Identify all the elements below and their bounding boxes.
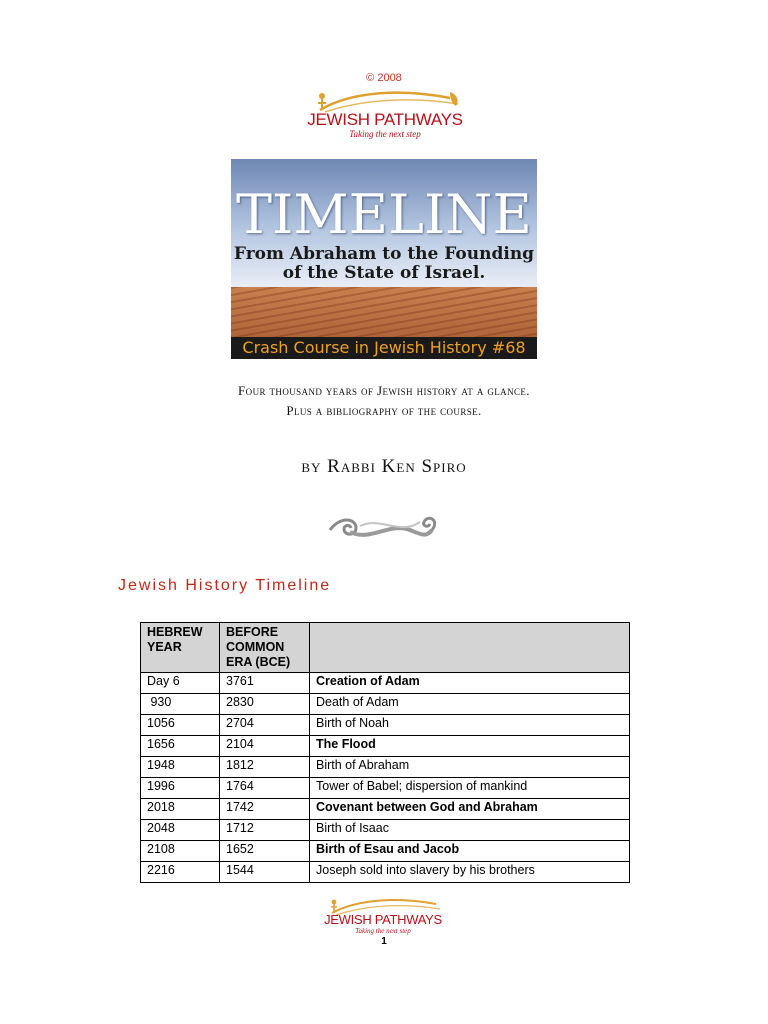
timeline-banner [231, 159, 537, 359]
section-title: Jewish History Timeline [118, 577, 332, 594]
cell-hebrew-year: Day 6 [141, 673, 220, 694]
logo-name: JEWISH PATHWAYS [307, 110, 463, 129]
cell-event: Birth of Esau and Jacob [310, 841, 630, 862]
cell-bce-year: 1544 [220, 862, 310, 883]
cell-event: Covenant between God and Abraham [310, 799, 630, 820]
author-byline: by Rabbi Ken Spiro [301, 456, 467, 477]
header-bce: BEFORE COMMON ERA (BCE) [220, 623, 310, 673]
footer-logo [318, 893, 448, 939]
banner-desert [231, 287, 537, 337]
jewish-pathways-logo [300, 84, 470, 144]
cell-bce-year: 3761 [220, 673, 310, 694]
cell-event: Creation of Adam [310, 673, 630, 694]
banner-crash-course: Crash Course in Jewish History #68 [242, 338, 526, 357]
cell-hebrew-year: 1056 [141, 715, 220, 736]
table-row [141, 694, 630, 715]
cell-hebrew-year: 2048 [141, 820, 220, 841]
cell-event: Birth of Noah [310, 715, 630, 736]
banner-title: TIMELINE [236, 183, 532, 246]
table-row [141, 736, 630, 757]
cell-hebrew-year: 930 [141, 694, 220, 715]
cell-bce-year: 1652 [220, 841, 310, 862]
footer-logo-tagline: Taking the next step [355, 927, 411, 935]
cell-event: Tower of Babel; dispersion of mankind [310, 778, 630, 799]
table-row [141, 841, 630, 862]
table-header-row [141, 623, 630, 673]
cell-hebrew-year: 1996 [141, 778, 220, 799]
scroll-flourish-icon [320, 508, 446, 548]
cell-hebrew-year: 2018 [141, 799, 220, 820]
intro-line-1: Four thousand years of Jewish history at a glance. [238, 383, 530, 398]
cell-event: Joseph sold into slavery by his brothers [310, 862, 630, 883]
cell-hebrew-year: 2216 [141, 862, 220, 883]
table-row [141, 778, 630, 799]
cell-hebrew-year: 2108 [141, 841, 220, 862]
cell-event: Death of Adam [310, 694, 630, 715]
table-row [141, 673, 630, 694]
cell-bce-year: 2104 [220, 736, 310, 757]
header-hebrew-year: HEBREW YEAR [141, 623, 220, 673]
timeline-table [140, 622, 630, 883]
table-row [141, 862, 630, 883]
table-row [141, 799, 630, 820]
cell-event: The Flood [310, 736, 630, 757]
cell-hebrew-year: 1656 [141, 736, 220, 757]
table-row [141, 820, 630, 841]
logo-tagline: Taking the next step [349, 129, 421, 139]
intro-text [0, 381, 768, 421]
page-number: 1 [381, 936, 387, 947]
table-row [141, 757, 630, 778]
cell-hebrew-year: 1948 [141, 757, 220, 778]
cell-bce-year: 1764 [220, 778, 310, 799]
cell-bce-year: 2704 [220, 715, 310, 736]
cell-event: Birth of Isaac [310, 820, 630, 841]
copyright-notice: © 2008 [366, 72, 402, 84]
cell-event: Birth of Abraham [310, 757, 630, 778]
intro-line-2: Plus a bibliography of the course. [286, 403, 482, 418]
header-event [310, 623, 630, 673]
footer-logo-name: JEWISH PATHWAYS [324, 912, 442, 927]
cell-bce-year: 2830 [220, 694, 310, 715]
cell-bce-year: 1712 [220, 820, 310, 841]
cell-bce-year: 1812 [220, 757, 310, 778]
banner-subtitle-1: From Abraham to the Founding [233, 244, 535, 264]
banner-subtitle-2: of the State of Israel. [282, 263, 486, 283]
timeline-body [141, 673, 630, 883]
table-row [141, 715, 630, 736]
cell-bce-year: 1742 [220, 799, 310, 820]
